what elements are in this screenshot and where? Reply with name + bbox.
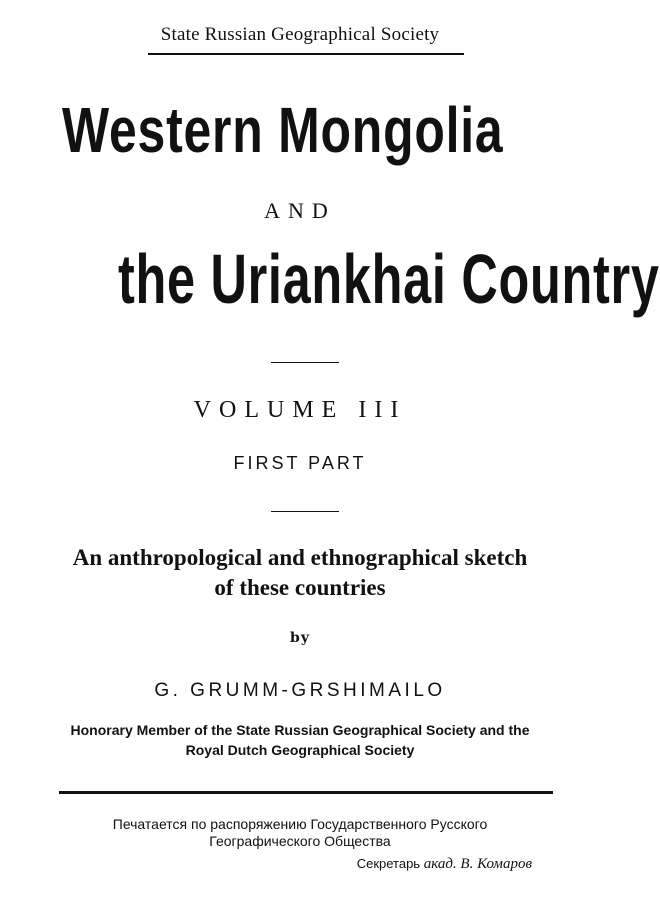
- main-title-line-2: the Uriankhai Country: [118, 240, 660, 318]
- imprint-line-1: Печатается по распоряжению Государственного Русского: [112, 816, 488, 832]
- by-label: by: [290, 630, 310, 646]
- divider-rule-1: [271, 362, 339, 363]
- secretary-label: Секретарь: [356, 856, 421, 871]
- author-honors: [0, 720, 600, 760]
- secretary-signature: [357, 856, 532, 873]
- subtitle-line-1: An anthropological and ethnographical sketch: [72, 545, 528, 570]
- imprint-line-2: Географического Общества: [209, 833, 391, 849]
- imprint-note: [0, 816, 600, 850]
- divider-rule-2: [271, 511, 339, 512]
- honors-line-2: Royal Dutch Geographical Society: [185, 742, 415, 758]
- subtitle: [0, 543, 600, 603]
- subtitle-line-2: of these countries: [214, 575, 386, 600]
- main-title-line-1: Western Mongolia: [62, 94, 504, 166]
- honors-line-1: Honorary Member of the State Russian Geographical Society and the: [70, 722, 530, 738]
- part-label: FIRST PART: [233, 453, 367, 473]
- header-underline: [148, 53, 464, 55]
- society-header: State Russian Geographical Society: [160, 24, 440, 45]
- volume-label: VOLUME III: [193, 397, 407, 423]
- author-name: G. GRUMM-GRSHIMAILO: [154, 680, 446, 701]
- title-connector: AND: [264, 198, 336, 223]
- secretary-name: акад. В. Комаров: [423, 856, 532, 872]
- bottom-rule: [59, 791, 553, 794]
